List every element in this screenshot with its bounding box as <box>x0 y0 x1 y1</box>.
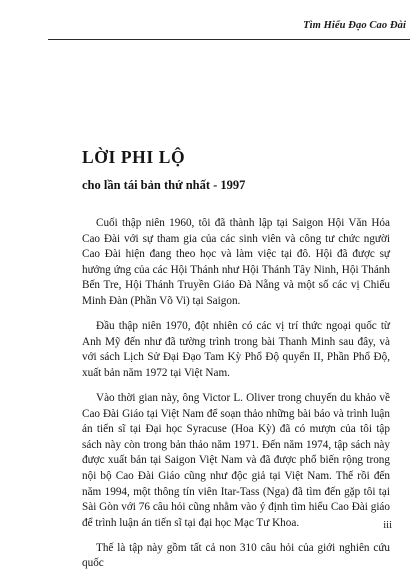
page-number: iii <box>383 520 392 531</box>
paragraph: Đầu thập niên 1970, đột nhiên có các vị trí thức ngoại quốc từ Anh Mỹ đến như đã tường trình trong bài Thanh Minh sau đây, và với sách Lịch Sử Đại Đạo Tam Kỳ Phổ Độ quyển II, Phần Phổ Độ, xuất bản năm 1972 tại Việt Nam. <box>82 320 390 379</box>
paragraph: Thế là tập này gồm tất cả non 310 câu hỏi của giới nghiên cứu quốc <box>82 541 390 570</box>
paragraph: Cuối thập niên 1960, tôi đã thành lập tại Saigon Hội Văn Hóa Cao Đài với sự tham gia của các sinh viên và công tư chức người Cao Đài hiện đang theo học và làm việc tại đô. Hội đã được sự hưởng ứng của các Hội Thánh như Hội Thánh Tây Ninh, Hội Thánh Bến Tre, Hội Thánh Truyền Giáo Đà Nẵng và một số các vị Chiếu Minh Đàn (Phần Võ Vi) tại Saigon. <box>82 217 390 307</box>
header-divider <box>48 39 410 40</box>
chapter-subtitle: cho lần tái bản thứ nhất - 1997 <box>82 178 246 192</box>
running-header-title: Tìm Hiểu Đạo Cao Đài <box>303 20 406 31</box>
body-text <box>82 216 390 581</box>
paragraph: Vào thời gian này, ông Victor L. Oliver trong chuyến du khảo về Cao Đài Giáo tại Việt Nam để soạn thảo những bài báo và trình luận án tiến sĩ tại Đại học Syracuse (Hoa Kỳ) đã có mượn của tôi tập sách này còn trong bản thảo năm 1971. Đến năm 1974, tập sách này được xuất bản tại Saigon Việt Nam và đã được phổ biến rộng trong nội bộ Cao Đài Giáo cũng như độc giả tại Việt Nam. Thế rồi đến năm 1994, một thông tín viên Itar-Tass (Nga) đã tìm đến gặp tôi tại Sài Gòn với 76 câu hỏi cũng nhằm vào ý định tìm hiểu Cao Đài giáo để trình luận án tiến sĩ tại đại học Mạc Tư Khoa. <box>82 391 390 529</box>
chapter-title: LỜI PHI LỘ <box>82 147 186 167</box>
